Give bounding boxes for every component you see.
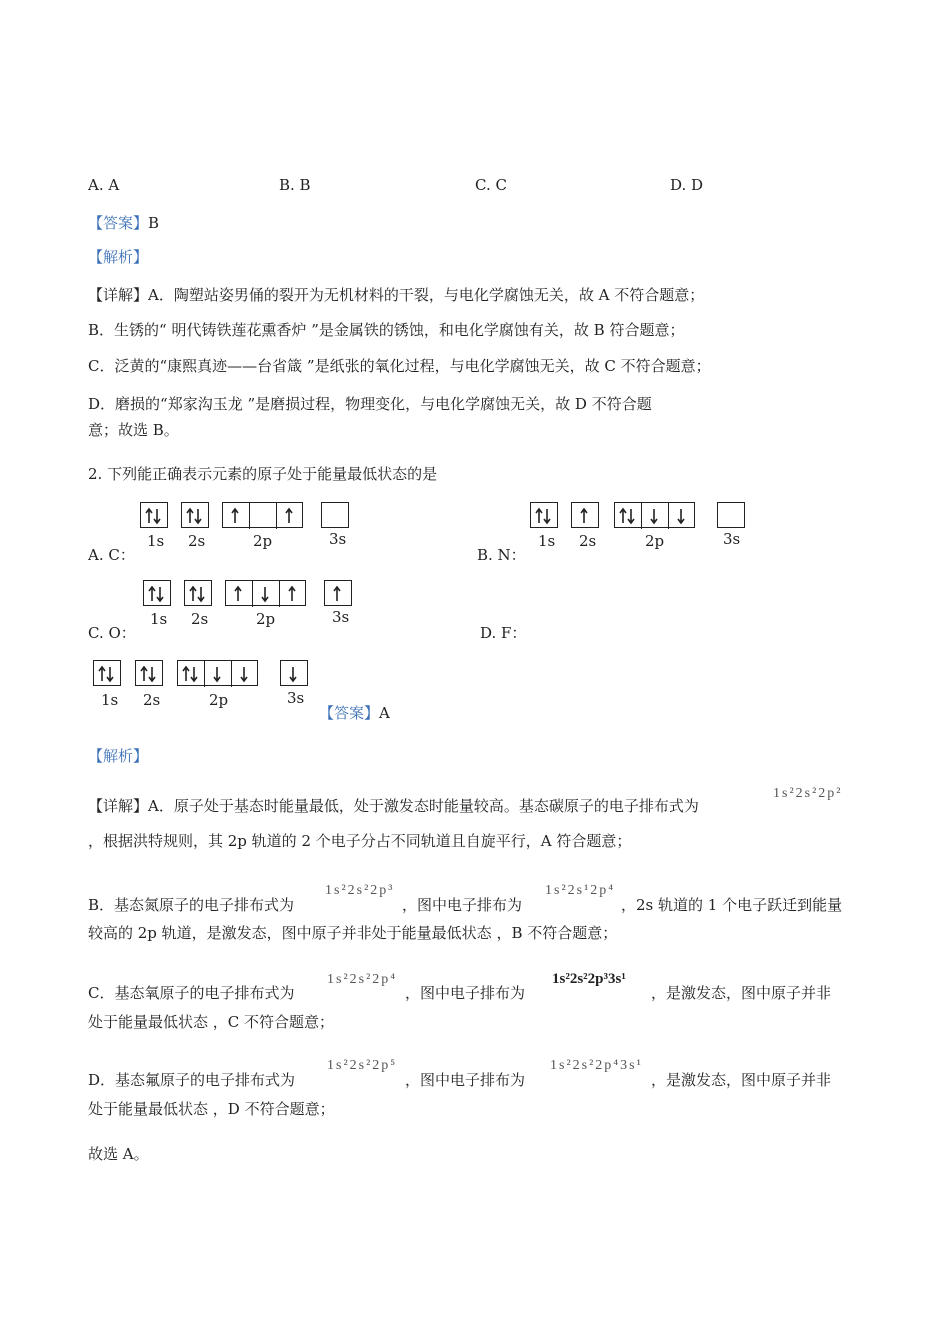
up-arrow-icon <box>572 506 599 526</box>
q2-option-d: D. F： <box>480 624 527 642</box>
q2-conclusion: 故选 A。 <box>88 1145 149 1163</box>
orbital-label: 3s <box>287 689 305 707</box>
up-arrow-icon <box>280 584 307 604</box>
up-down-arrow-icon <box>136 664 163 684</box>
detail-line: A．陶塑站姿男俑的裂开为无机材料的干裂，与电化学腐蚀无关，故 A 不符合题意； <box>148 286 705 304</box>
q2-detail-d-cont: 处于能量最低状态 ，D 不符合题意； <box>88 1100 335 1118</box>
orbital-label: 2s <box>579 532 597 550</box>
q2-detail-b-mid: ，图中电子排布为 <box>402 896 523 914</box>
up-down-arrow-icon <box>178 664 205 684</box>
q2-answer <box>319 703 390 723</box>
q1-detail-a <box>88 285 704 305</box>
q1-answer <box>88 213 159 233</box>
q2-detail-c-end: ，是激发态，图中原子并非 <box>651 984 832 1002</box>
orbital-label: 2p <box>253 532 273 550</box>
q2-detail-b: B．基态氮原子的电子排布式为 <box>88 896 295 914</box>
down-arrow-icon <box>205 664 232 684</box>
q2-option-b: B. N： <box>477 546 526 564</box>
q2-detail-c: C．基态氧原子的电子排布式为 <box>88 984 295 1002</box>
up-arrow-icon <box>277 506 304 526</box>
up-down-arrow-icon <box>185 584 212 604</box>
q1-detail-b: B．生锈的“ 明代铸铁莲花熏香炉 ”是金属铁的锈蚀，和电化学腐蚀有关，故 B 符合题意； <box>88 321 685 339</box>
up-down-arrow-icon <box>94 664 121 684</box>
detail-text: A．原子处于基态时能量最低，处于激发态时能量较高。基态碳原子的电子排布式为 <box>148 797 699 815</box>
orbital-label: 2s <box>191 610 209 628</box>
config-f-figure: 1s²2s²2p⁴3s¹ <box>550 1058 643 1073</box>
down-arrow-icon <box>281 664 308 684</box>
orbital-label: 3s <box>329 530 347 548</box>
option-a: A. A <box>88 176 120 194</box>
up-down-arrow-icon <box>615 506 642 526</box>
down-arrow-icon <box>232 664 259 684</box>
down-arrow-icon <box>253 584 280 604</box>
q2-detail-b-end: ，2s 轨道的 1 个电子跃迁到能量 <box>621 896 843 914</box>
orbital-label: 2p <box>209 691 229 709</box>
q2-detail-d: D．基态氟原子的电子排布式为 <box>88 1071 296 1089</box>
answer-label: 【答案】 <box>319 704 380 722</box>
answer-label: 【答案】 <box>88 214 149 232</box>
q2-detail-c-cont: 处于能量最低状态 ，C 不符合题意； <box>88 1013 335 1031</box>
q2-detail-c-mid: ，图中电子排布为 <box>405 984 526 1002</box>
down-arrow-icon <box>642 506 669 526</box>
up-down-arrow-icon <box>182 506 209 526</box>
config-o-ground: 1s²2s²2p⁴ <box>327 972 398 987</box>
answer-value: B <box>148 214 160 232</box>
q1-analysis-label: 【解析】 <box>88 248 149 266</box>
orbital-label: 2s <box>143 691 161 709</box>
orbital-label: 2p <box>256 610 276 628</box>
detail-label: 【详解】 <box>88 286 149 304</box>
q2-detail-a <box>88 796 699 816</box>
orbital-label: 1s <box>147 532 165 550</box>
config-o-figure: 1s²2s²2p³3s¹ <box>552 971 626 987</box>
orbital-label: 2p <box>645 532 665 550</box>
down-arrow-icon <box>669 506 696 526</box>
orbital-label: 1s <box>150 610 168 628</box>
up-arrow-icon <box>223 506 250 526</box>
orbital-label: 3s <box>723 530 741 548</box>
q2-detail-b-cont: 较高的 2p 轨道，是激发态，图中原子并非处于能量最低状态 ，B 不符合题意； <box>88 924 618 942</box>
q2-option-c: C. O： <box>88 624 136 642</box>
up-arrow-icon <box>325 584 352 604</box>
config-c-ground: 1s²2s²2p² <box>773 786 843 801</box>
q2-stem: 2. 下列能正确表示元素的原子处于能量最低状态的是 <box>88 465 438 483</box>
q2-detail-d-end: ，是激发态，图中原子并非 <box>651 1071 832 1089</box>
up-down-arrow-icon <box>531 506 558 526</box>
q1-detail-d-cont: 意；故选 B。 <box>88 421 179 439</box>
orbital-label: 3s <box>332 608 350 626</box>
orbital-label: 1s <box>101 691 119 709</box>
q2-analysis-label: 【解析】 <box>88 747 149 765</box>
q1-detail-d: D．磨损的“郑家沟玉龙 ”是磨损过程，物理变化，与电化学腐蚀无关，故 D 不符合题 <box>88 395 652 413</box>
config-n-figure: 1s²2s¹2p⁴ <box>545 883 616 898</box>
orbital-label: 2s <box>188 532 206 550</box>
detail-label: 【详解】 <box>88 797 149 815</box>
orbital-label: 1s <box>538 532 556 550</box>
option-b: B. B <box>279 176 311 194</box>
option-c: C. C <box>475 176 507 194</box>
up-arrow-icon <box>226 584 253 604</box>
q1-detail-c: C．泛黄的“康熙真迹——台省箴 ”是纸张的氧化过程，与电化学腐蚀无关，故 C 不符合题意； <box>88 357 711 375</box>
q2-option-a: A. C： <box>88 546 135 564</box>
up-down-arrow-icon <box>141 506 168 526</box>
q2-detail-a-cont: ，根据洪特规则，其 2p 轨道的 2 个电子分占不同轨道且自旋平行，A 符合题意； <box>88 832 632 850</box>
config-f-ground: 1s²2s²2p⁵ <box>327 1058 398 1073</box>
up-down-arrow-icon <box>144 584 171 604</box>
config-n-ground: 1s²2s²2p³ <box>325 883 395 898</box>
q2-detail-d-mid: ，图中电子排布为 <box>405 1071 526 1089</box>
option-d: D. D <box>670 176 704 194</box>
answer-value: A <box>379 704 390 722</box>
